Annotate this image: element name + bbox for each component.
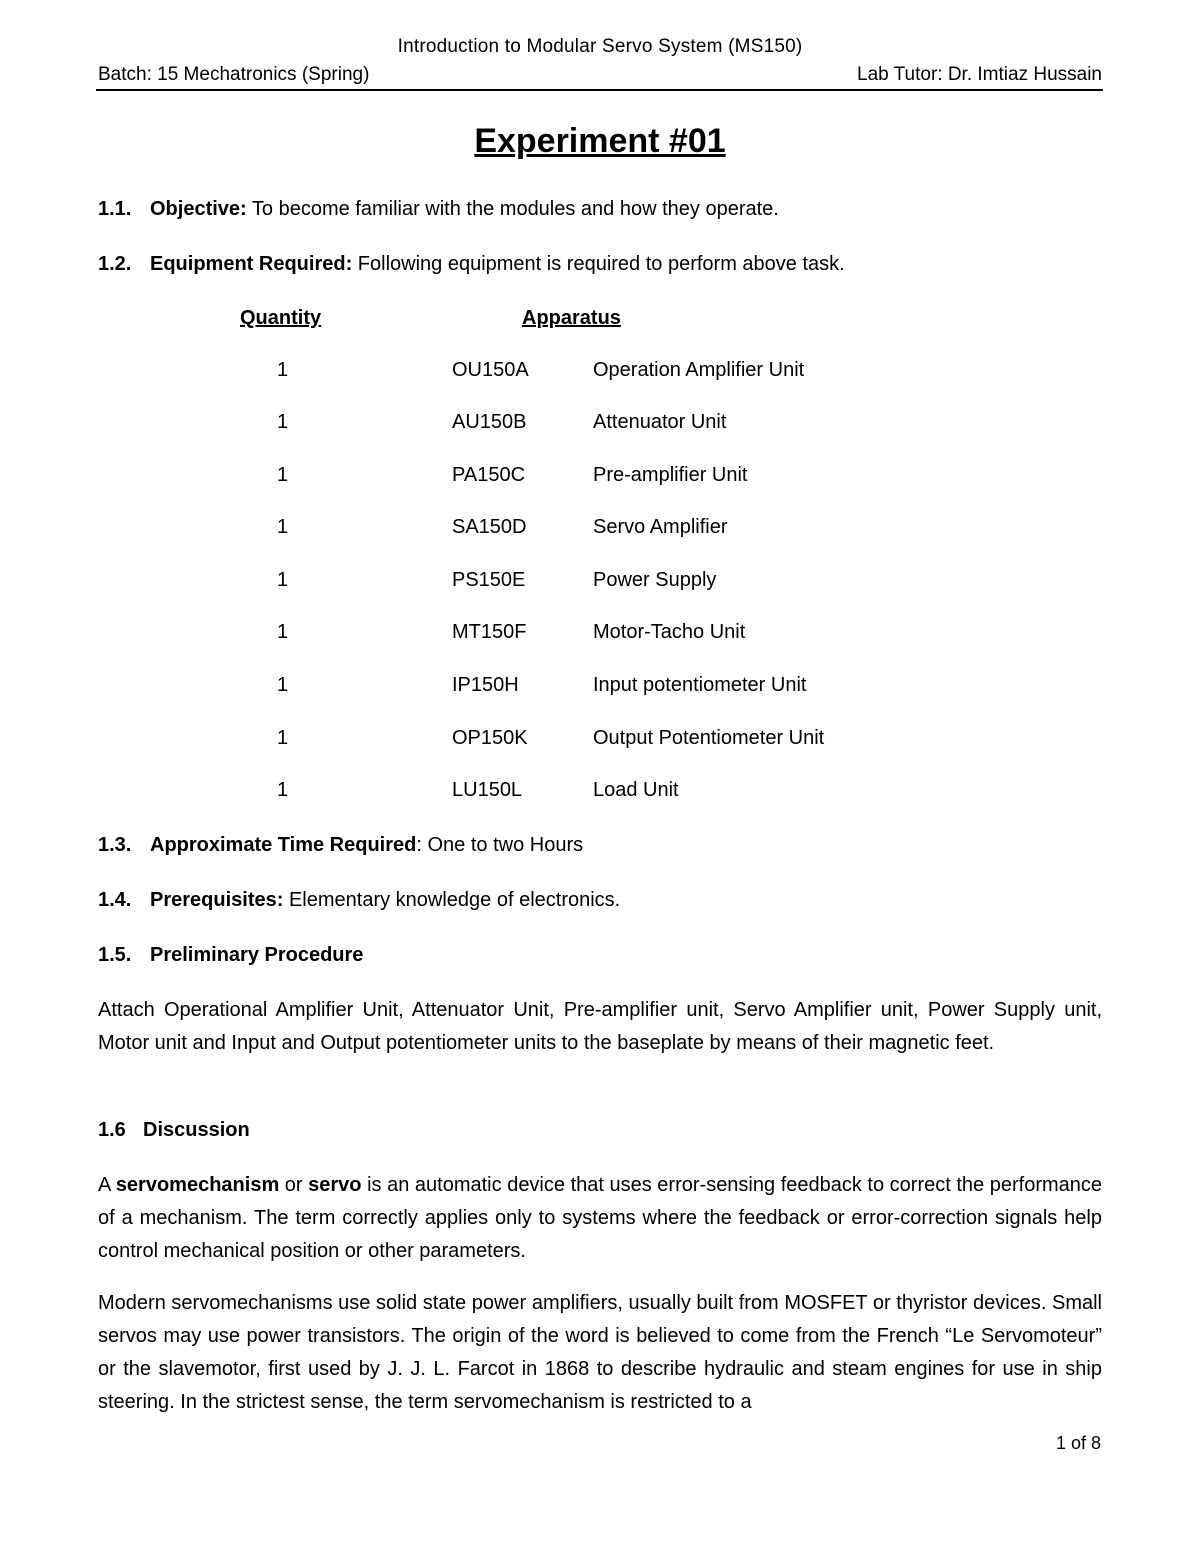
section-number: 1.1. — [98, 198, 132, 220]
name-cell: Attenuator Unit — [593, 411, 727, 433]
name-cell: Pre-amplifier Unit — [593, 464, 748, 486]
bold-term: servomechanism — [115, 1174, 280, 1196]
code-cell: PA150C — [452, 464, 526, 486]
section-label: Objective: — [150, 198, 247, 220]
table-row — [0, 727, 1200, 757]
quantity-cell: 1 — [277, 516, 289, 538]
section-number: 1.3. — [98, 834, 132, 856]
header-batch: Batch: 15 Mechatronics (Spring) — [98, 64, 370, 85]
quantity-header: Quantity — [240, 307, 322, 329]
quantity-cell: 1 — [277, 621, 289, 643]
section-number: 1.2. — [98, 253, 132, 275]
section-text: : One to two Hours — [416, 834, 584, 856]
header-tutor: Lab Tutor: Dr. Imtiaz Hussain — [857, 64, 1102, 85]
section-label: Discussion — [143, 1119, 250, 1141]
section-preliminary — [98, 944, 363, 967]
section-discussion — [98, 1119, 250, 1142]
apparatus-header: Apparatus — [522, 307, 621, 329]
quantity-cell: 1 — [277, 359, 289, 381]
name-cell: Operation Amplifier Unit — [593, 359, 805, 381]
section-label: Equipment Required: — [150, 253, 353, 275]
quantity-cell: 1 — [277, 569, 289, 591]
table-row — [0, 464, 1200, 494]
table-row — [0, 516, 1200, 546]
experiment-title: Experiment #01 — [474, 122, 726, 160]
section-label: Prerequisites: — [150, 889, 284, 911]
quantity-cell: 1 — [277, 779, 289, 801]
section-text: To become familiar with the modules and how they operate. — [246, 198, 779, 220]
code-cell: SA150D — [452, 516, 527, 538]
table-row — [0, 674, 1200, 704]
quantity-cell: 1 — [277, 464, 289, 486]
page-number: 1 of 8 — [1055, 1433, 1101, 1453]
section-label: Preliminary Procedure — [150, 944, 364, 966]
section-text: Following equipment is required to perform above task. — [352, 253, 845, 275]
name-cell: Load Unit — [593, 779, 679, 801]
code-cell: LU150L — [452, 779, 523, 801]
discussion-paragraph-2: Modern servomechanisms use solid state power amplifiers, usually built from MOSFET or thyristor devices. Small servos may use power transistors. The origin of the word is believed to come from the French “Le Servomoteur” or the slavemotor, first used by J. J. L. Farcot in 1868 to describe hydraulic and steam engines for use in ship steering. In the strictest sense, the term servomechanism is restricted to a — [98, 1292, 1102, 1413]
discussion-paragraph-1 — [98, 1169, 1102, 1268]
section-number: 1.5. — [98, 944, 132, 966]
code-cell: IP150H — [452, 674, 519, 696]
preliminary-paragraph: Attach Operational Amplifier Unit, Attenuator Unit, Pre-amplifier unit, Servo Amplifier unit, Power Supply unit, Motor unit and Input and Output potentiometer units to the baseplate by means of their magnetic feet. — [98, 999, 1102, 1054]
code-cell: OP150K — [452, 727, 528, 749]
name-cell: Output Potentiometer Unit — [593, 727, 825, 749]
code-cell: PS150E — [452, 569, 526, 591]
header-title: Introduction to Modular Servo System (MS150) — [397, 36, 803, 57]
name-cell: Motor-Tacho Unit — [593, 621, 746, 643]
paragraph-text: A — [98, 1174, 116, 1196]
section-number: 1.6 — [98, 1119, 126, 1141]
table-row — [0, 779, 1200, 809]
section-objective — [98, 198, 779, 221]
header-divider — [96, 89, 1103, 91]
section-label: Approximate Time Required — [150, 834, 417, 856]
name-cell: Power Supply — [593, 569, 717, 591]
code-cell: MT150F — [452, 621, 527, 643]
code-cell: AU150B — [452, 411, 527, 433]
table-row — [0, 621, 1200, 651]
name-cell: Servo Amplifier — [593, 516, 728, 538]
quantity-cell: 1 — [277, 727, 289, 749]
section-number: 1.4. — [98, 889, 132, 911]
name-cell: Input potentiometer Unit — [593, 674, 807, 696]
quantity-cell: 1 — [277, 674, 289, 696]
section-time — [98, 834, 583, 857]
table-row — [0, 359, 1200, 389]
paragraph-text: or — [279, 1174, 309, 1196]
quantity-cell: 1 — [277, 411, 289, 433]
paragraph-text: is an automatic device that uses error-sensing feedback to correct the performance of a mechanism. The term correctly applies only to systems where the feedback or error-correction signals help control mechanical position or other parameters. — [98, 1174, 1103, 1262]
code-cell: OU150A — [452, 359, 529, 381]
table-row — [0, 411, 1200, 441]
section-text: Elementary knowledge of electronics. — [283, 889, 621, 911]
section-equipment — [98, 253, 845, 276]
section-prerequisites — [98, 889, 620, 912]
table-row — [0, 569, 1200, 599]
bold-term: servo — [308, 1174, 362, 1196]
